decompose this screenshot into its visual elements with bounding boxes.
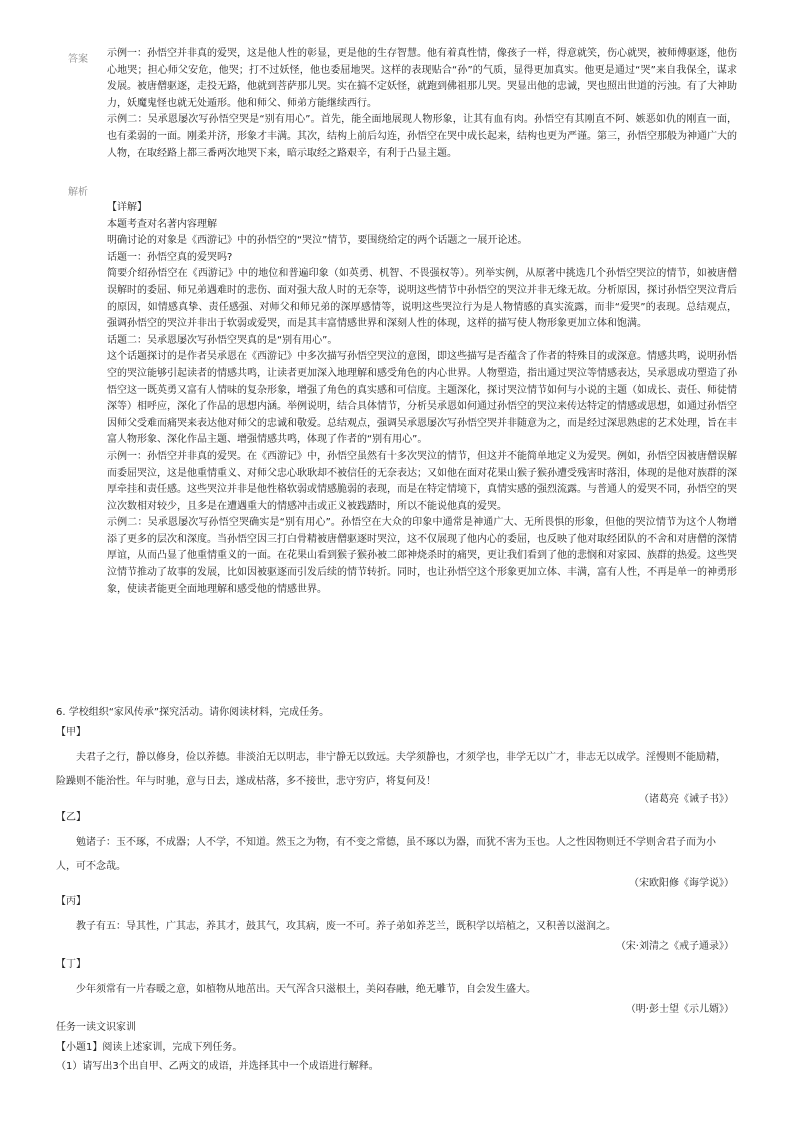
jia-source: （诸葛亮《诫子书》） (639, 794, 734, 805)
task-1-title: 任务一读文识家训 (56, 1022, 136, 1033)
text-jia (56, 725, 734, 794)
text-bing (56, 894, 734, 939)
bing-source: （宋·刘清之《戒子通录》） (615, 941, 734, 952)
answer-label: 答案 (68, 54, 88, 65)
analysis-topic-2: 话题二：吴承恩屡次写孙悟空哭真的是“别有用心”。 (107, 334, 338, 346)
jia-text: 夫君子之行，静以修身，俭以养德。非淡泊无以明志，非宁静无以致远。夫学须静也，才须学也，非学无以广才，非志无以成学。淫慢则不能励精，险躁则不能治性。年与时驰，意与日去，遂成枯落，多不接世，悲守穷庐，将复何及！ (56, 751, 726, 787)
analysis-topic-1: 话题一：孙悟空真的爱哭吗? (107, 251, 233, 263)
analysis-label: 解析 (68, 187, 88, 198)
bing-text: 教子有五：导其性，广其志，养其才，鼓其气，攻其病，废一不可。养子弟如养芝兰，既积学以培植之，又积善以滋润之。 (76, 920, 616, 932)
answer-block (107, 46, 737, 162)
ding-source: （明·彭士望《示儿婿》） (625, 1004, 734, 1015)
yi-source: （宋欧阳修《诲学说》） (629, 878, 734, 889)
analysis-topic-1-body: 简要介绍孙悟空在《西游记》中的地位和普遍印象（如英勇、机智、不畏强权等）。列举实例，从原著中挑选几个孙悟空哭泣的情节，如被唐僧误解时的委屈、师兄弟遇难时的悲伤、面对强大敌人时的无奈等，说明这些情节中孙悟空的哭泣并非无缘无故。分析原因，探讨孙悟空哭泣背后的原因，如情感真挚、责任感强、对师父和师兄弟的深厚感情等，说明这些哭泣行为是人物情感的真实流露，而非“爱哭”的表现。总结观点，强调孙悟空的哭泣并非出于软弱或爱哭，而是其丰富情感世界和深刻人性的体现，这样的描写使人物形象更加立体和饱满。 (107, 268, 737, 330)
analysis-object: 明确讨论的对象是《西游记》中的孙悟空的“哭泣”情节，要围绕给定的两个话题之一展开论述。 (107, 235, 528, 247)
ding-text: 少年须常有一片春暖之意，如植物从地茁出。天气浑含只滋根土，美闷春融，绝无雕节，自会发生盛大。 (76, 983, 536, 995)
sub-question-1-1: （1）请写出3个出自甲、乙两文的成语，并选择其中一个成语进行解释。 (56, 1061, 379, 1073)
task-1 (56, 1020, 734, 1076)
ding-label: 【丁】 (56, 959, 86, 970)
bing-label: 【丙】 (56, 896, 86, 907)
sub-question-1: 【小题1】阅读上述家训，完成下列任务。 (56, 1041, 243, 1053)
analysis-topic-2-body: 这个话题探讨的是作者吴承恩在《西游记》中多次描写孙悟空哭泣的意图，即这些描写是否蕴含了作者的特殊目的或深意。情感共鸣，说明孙悟空的哭泣能够引起读者的情感共鸣，让读者更加深入地理解和感受角色的内心世界。人物塑造，指出通过哭泣等情感表达，吴承恩成功塑造了孙悟空这一既英勇又富有人情味的复杂形象，增强了角色的真实感和可信度。主题深化，探讨哭泣情节如何与小说的主题（如成长、责任、师徒情深等）相呼应，深化了作品的思想内涵。举例说明，结合具体情节，分析吴承恩如何通过孙悟空的哭泣来传达特定的情感或思想，如通过孙悟空因师父受难而痛哭来表达他对师父的忠诚和敬爱。总结观点，强调吴承恩屡次写孙悟空哭并非随意为之，而是经过深思熟虑的艺术处理，旨在丰富人物形象、深化作品主题、增强情感共鸣，体现了作者的“别有用心”。 (107, 351, 737, 446)
answer-example-2: 示例二：吴承恩屡次写孙悟空哭是“别有用心”。首先，能全面地展现人物形象，让其有血有肉。孙悟空有其刚直不阿、嫉恶如仇的刚直一面，也有柔弱的一面。刚柔并济，形象才丰满。其次，结构上前后勾连，孙悟空在哭中成长起来，结构也更为严谨。第三，孙悟空那般为神通广大的人物，在取经路上都三番两次地哭下来，暗示取经之路艰辛，有利于凸显主题。 (107, 114, 737, 159)
yi-text: 勉诸子：玉不琢，不成器；人不学，不知道。然玉之为物，有不变之常德，虽不琢以为器，而犹不害为玉也。人之性因物则迁不学则舍君子而为小人，可不念哉。 (56, 836, 716, 872)
analysis-intro: 本题考查对名著内容理解 (107, 218, 217, 230)
text-yi (56, 810, 734, 879)
analysis-heading: 【详解】 (107, 202, 147, 213)
jia-label: 【甲】 (56, 727, 86, 738)
text-ding (56, 957, 734, 1002)
analysis-block (107, 200, 737, 598)
answer-example-1: 示例一：孙悟空并非真的爱哭，这是他人性的彰显，更是他的生存智慧。他有着真性情，像孩子一样，得意就笑，伤心就哭，被师傅驱逐，他伤心地哭；担心师父安危，他哭；打不过妖怪，他也委屈地哭。这样的表现贴合“孙”的气质，显得更加真实。他更是通过“哭”来自我保全，谋求发展。被唐僧驱逐，走投无路，他就到菩萨那儿哭。实在搞不定妖怪，就跑到佛祖那儿哭。哭显出他的忠诚，哭也照出世道的污浊。有了大神助力，妖魔鬼怪也就无处遁形。他和师父、师弟方能继续西行。 (107, 48, 737, 109)
analysis-example-2: 示例二：吴承恩屡次写孙悟空哭确实是“别有用心”。孙悟空在大众的印象中通常是神通广大、无所畏惧的形象，但他的哭泣情节为这个人物增添了更多的层次和深度。当孙悟空因三打白骨精被唐僧驱逐时哭泣，这不仅展现了他内心的委屈，也反映了他对取经团队的不舍和对唐僧的深情厚谊，从而凸显了他重情重义的一面。在花果山看到猴子猴孙被二郎神烧杀时的痛哭，更让我们看到了他的悲悯和对家园、族群的热爱。这些哭泣情节推动了故事的发展，比如因被驱逐而引发后续的情节转折。同时，也让孙悟空这个形象更加立体、丰满，富有人性，不再是单一的神勇形象，使读者能更全面地理解和感受他的情感世界。 (107, 517, 737, 595)
question-6-title: 6. 学校组织“家风传承”探究活动。请你阅读材料，完成任务。 (56, 707, 330, 718)
analysis-example-1: 示例一：孙悟空并非真的爱哭。在《西游记》中，孙悟空虽然有十多次哭泣的情节，但这并不能简单地定义为爱哭。例如，孙悟空因被唐僧误解而委屈哭泣，这是他重情重义、对师父忠心耿耿却不被信任的无奈表达；又如他在面对花果山猴子猴孙遭受残害时落泪，体现的是他对族群的深厚牵挂和责任感。这些哭泣并非是他性格软弱或情感脆弱的表现，而是在特定情境下，真情实感的强烈流露。与普通人的爱哭不同，孙悟空的哭泣次数相对较少，且多是在遭遇重大的情感冲击或正义被践踏时，所以不能说他真的爱哭。 (107, 450, 737, 512)
question-6 (56, 705, 734, 722)
yi-label: 【乙】 (56, 812, 86, 823)
